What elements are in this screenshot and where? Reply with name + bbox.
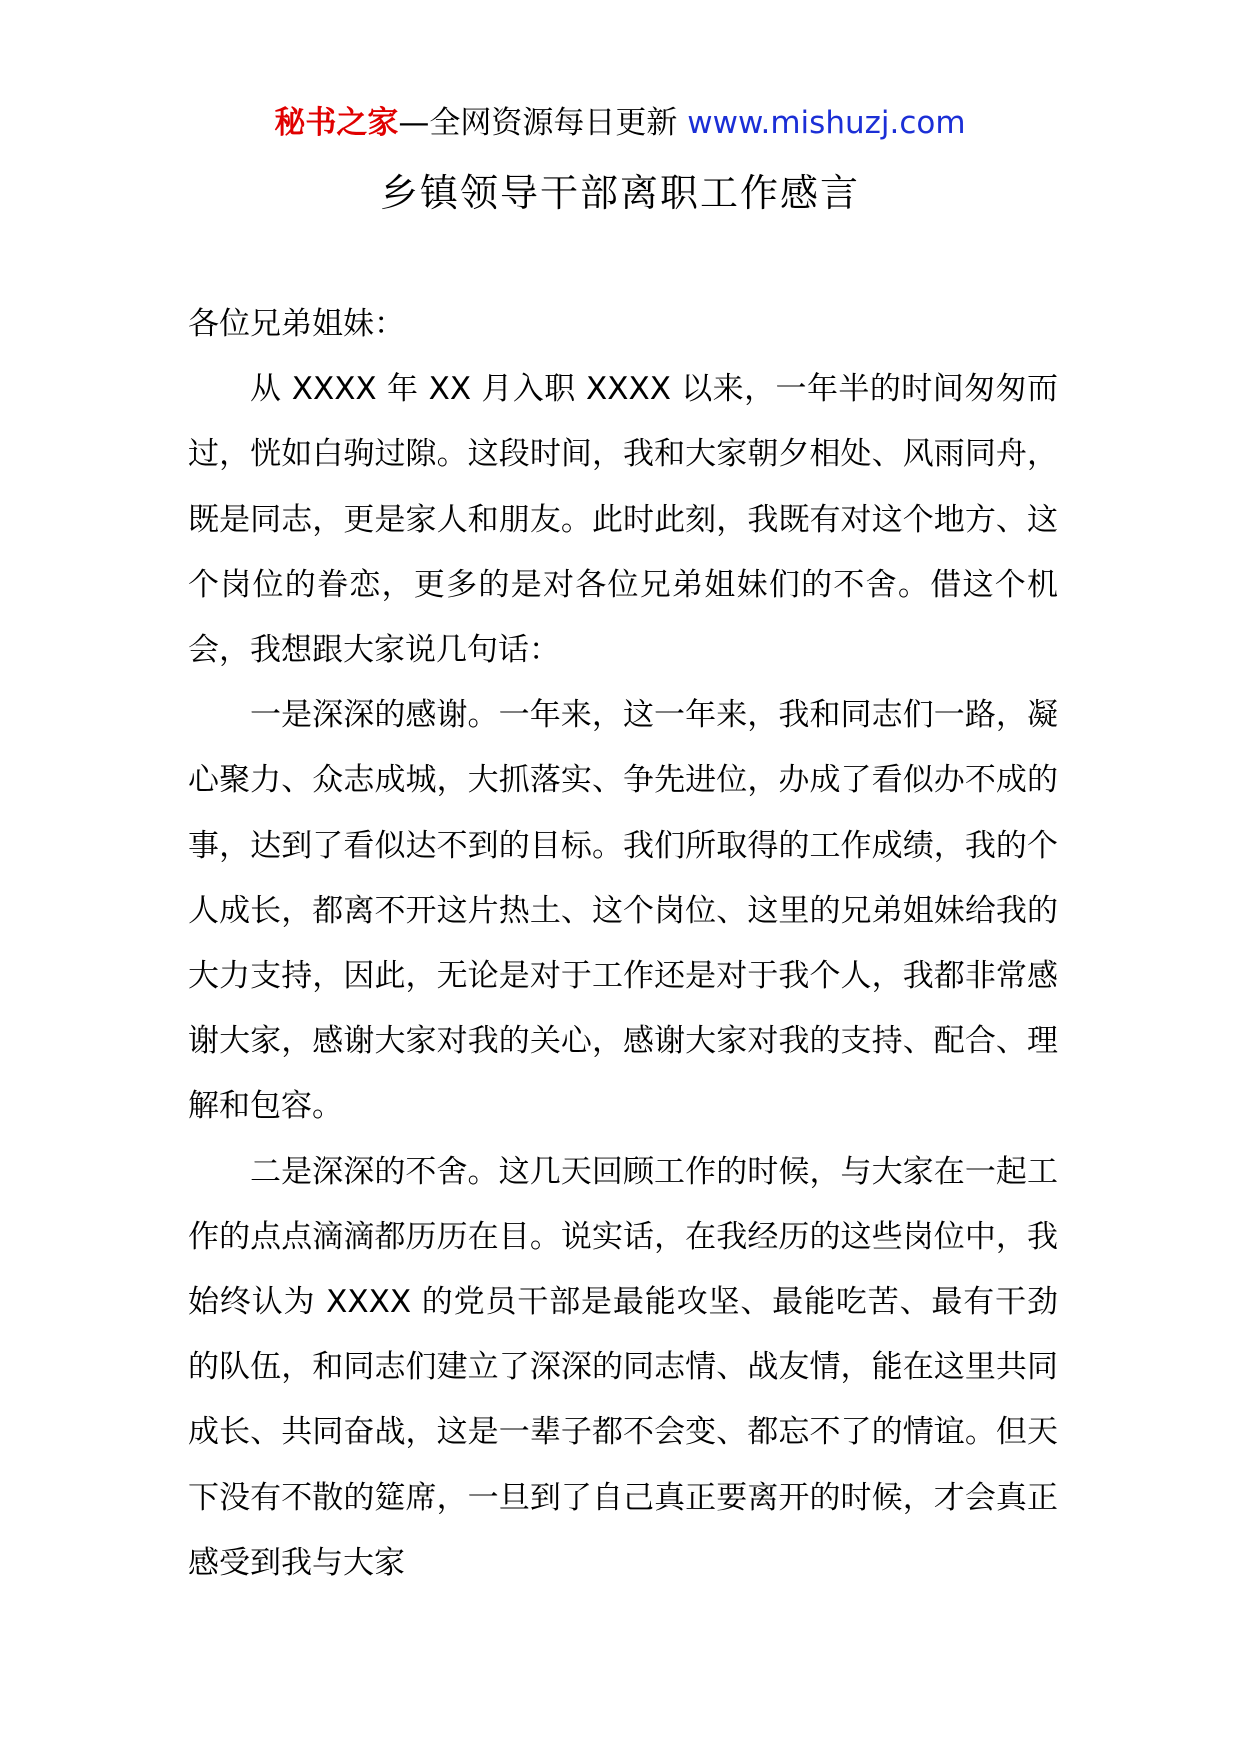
site-link[interactable]: www.mishuzj.com (687, 105, 966, 141)
watermark-banner (0, 98, 1240, 148)
document-title: 乡镇领导干部离职工作感言 (379, 171, 860, 215)
paragraph-reluctance: 二是深深的不舍。这几天回顾工作的时候，与大家在一起工作的点点滴滴都历历在目。说实话，在我经历的这些岗位中，我始终认为 XXXX 的党员干部是最能攻坚、最能吃苦、最有干劲的队伍，和同志们建立了深深的同志情、战友情，能在这里共同成长、共同奋战，这是一辈子都不会变、都忘不了的情谊。但天下没有不散的筵席，一旦到了自己真正要离开的时候，才会真正感受到我与大家 (188, 1153, 1058, 1581)
salutation: 各位兄弟姐妹： (188, 306, 405, 342)
brand-name: 秘书之家 (274, 105, 399, 141)
paragraph-intro: 从 XXXX 年 XX 月入职 XXXX 以来，一年半的时间匆匆而过，恍如白驹过隙。这段时间，我和大家朝夕相处、风雨同舟，既是同志，更是家人和朋友。此时此刻，我既有对这个地方、这个岗位的眷恋，更多的是对各位兄弟姐妹们的不舍。借这个机会，我想跟大家说几句话： (188, 371, 1058, 669)
document-body (188, 292, 1058, 1596)
brand-tagline: —全网资源每日更新 (398, 105, 678, 141)
paragraph-gratitude: 一是深深的感谢。一年来，这一年来，我和同志们一路，凝心聚力、众志成城，大抓落实、争先进位，办成了看似办不成的事，达到了看似达不到的目标。我们所取得的工作成绩，我的个人成长，都离不开这片热土、这个岗位、这里的兄弟姐妹给我的大力支持，因此，无论是对于工作还是对于我个人，我都非常感谢大家，感谢大家对我的关心，感谢大家对我的支持、配合、理解和包容。 (188, 697, 1058, 1125)
